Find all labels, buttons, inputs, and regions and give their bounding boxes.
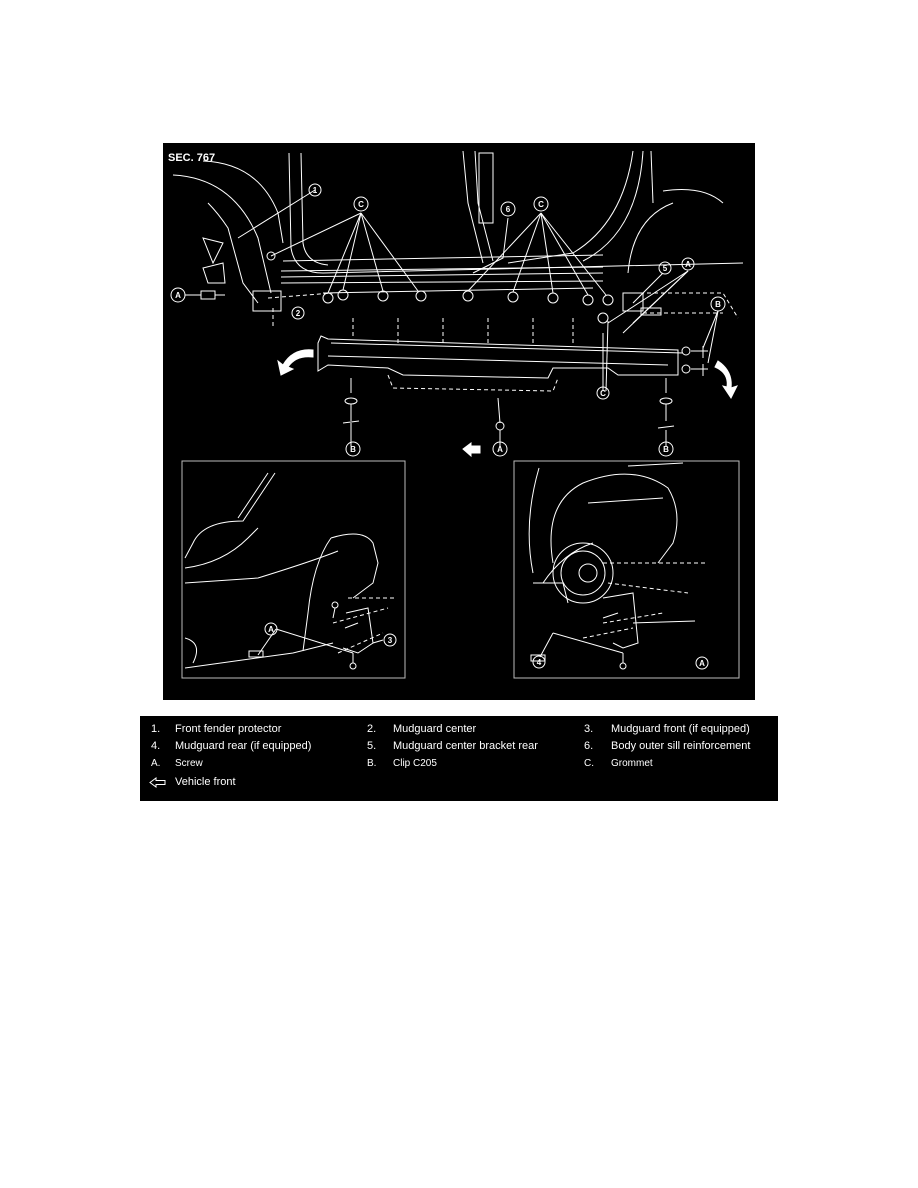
section-label: SEC. 767 xyxy=(168,152,216,164)
legend-row xyxy=(140,756,778,772)
svg-text:A: A xyxy=(268,625,274,634)
svg-text:4: 4 xyxy=(536,658,542,667)
legend-key: 1. xyxy=(151,723,161,735)
diagram-drawing xyxy=(163,143,755,700)
legend-text: Mudguard front (if equipped) xyxy=(611,723,750,735)
svg-text:C: C xyxy=(538,200,544,209)
legend-row-vehicle-front xyxy=(140,774,778,790)
legend-key: B. xyxy=(367,758,377,769)
svg-text:A: A xyxy=(699,659,705,668)
arrow-left-outline-icon xyxy=(149,777,167,788)
legend-text: Mudguard center bracket rear xyxy=(393,740,538,752)
legend-key: 3. xyxy=(584,723,594,735)
legend-key: 6. xyxy=(584,740,594,752)
legend-text: Mudguard center xyxy=(393,723,477,735)
legend-key: 5. xyxy=(367,740,377,752)
legend-key: 2. xyxy=(367,723,377,735)
svg-text:6: 6 xyxy=(505,205,511,214)
legend-text: Body outer sill reinforcement xyxy=(611,740,751,752)
installation-diagram xyxy=(163,143,755,700)
inset-rear-mudguard xyxy=(514,461,739,678)
svg-text:A: A xyxy=(685,260,691,269)
inset-front-mudguard xyxy=(182,461,405,678)
svg-text:B: B xyxy=(663,445,669,454)
legend-text: Mudguard rear (if equipped) xyxy=(175,740,312,752)
legend-row xyxy=(140,721,778,737)
legend-text: Front fender protector xyxy=(175,723,282,735)
legend-text: Vehicle front xyxy=(175,776,236,788)
svg-text:A: A xyxy=(175,291,181,300)
svg-text:B: B xyxy=(715,300,721,309)
legend-row xyxy=(140,738,778,754)
legend-text: Clip C205 xyxy=(393,758,437,769)
legend-key: A. xyxy=(151,758,161,769)
svg-text:5: 5 xyxy=(662,264,668,273)
legend xyxy=(140,716,778,801)
legend-key: 4. xyxy=(151,740,161,752)
legend-text: Grommet xyxy=(611,758,653,769)
svg-text:A: A xyxy=(497,445,503,454)
svg-text:C: C xyxy=(358,200,364,209)
svg-text:B: B xyxy=(350,445,356,454)
svg-text:2: 2 xyxy=(295,309,301,318)
svg-text:C: C xyxy=(600,389,606,398)
svg-text:1: 1 xyxy=(312,186,318,195)
svg-text:3: 3 xyxy=(387,636,393,645)
legend-key: C. xyxy=(584,758,594,769)
legend-text: Screw xyxy=(175,758,203,769)
